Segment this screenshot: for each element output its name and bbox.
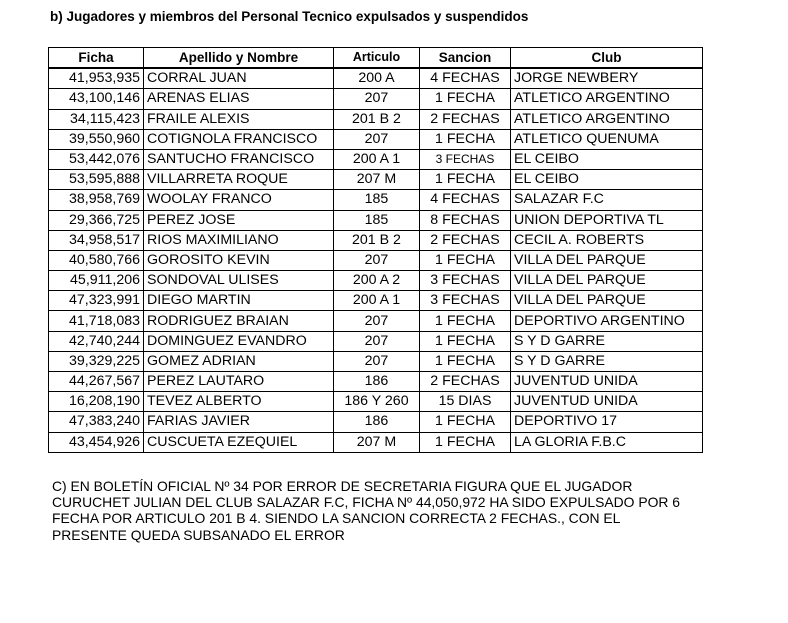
table-row: [49, 129, 703, 149]
table-row: [49, 291, 703, 311]
cell-club: DEPORTIVO ARGENTINO: [511, 311, 703, 331]
cell-articulo: 186: [334, 372, 420, 392]
table-row: [49, 331, 703, 351]
cell-sancion: 3 FECHAS: [420, 271, 511, 291]
cell-apellido-nombre: TEVEZ ALBERTO: [144, 392, 334, 412]
cell-apellido-nombre: GOMEZ ADRIAN: [144, 351, 334, 371]
cell-apellido-nombre: FARIAS JAVIER: [144, 412, 334, 432]
cell-articulo: 186: [334, 412, 420, 432]
table-row: [49, 412, 703, 432]
cell-club: SALAZAR F.C: [511, 190, 703, 210]
cell-club: ATLETICO QUENUMA: [511, 129, 703, 149]
cell-ficha: 47,383,240: [49, 412, 144, 432]
cell-sancion: 2 FECHAS: [420, 109, 511, 129]
cell-club: LA GLORIA F.B.C: [511, 432, 703, 452]
table-row: [49, 109, 703, 129]
cell-apellido-nombre: SONDOVAL ULISES: [144, 271, 334, 291]
cell-articulo: 200 A 1: [334, 291, 420, 311]
cell-articulo: 185: [334, 210, 420, 230]
cell-sancion: 4 FECHAS: [420, 68, 511, 89]
cell-apellido-nombre: WOOLAY FRANCO: [144, 190, 334, 210]
cell-articulo: 207: [334, 311, 420, 331]
note-line: FECHA POR ARTICULO 201 B 4. SIENDO LA SANCION CORRECTA 2 FECHAS., CON EL: [52, 510, 621, 527]
cell-apellido-nombre: GOROSITO KEVIN: [144, 250, 334, 270]
cell-sancion: 2 FECHAS: [420, 230, 511, 250]
cell-club: JUVENTUD UNIDA: [511, 392, 703, 412]
cell-apellido-nombre: DIEGO MARTIN: [144, 291, 334, 311]
cell-club: S Y D GARRE: [511, 331, 703, 351]
cell-apellido-nombre: CUSCUETA EZEQUIEL: [144, 432, 334, 452]
cell-ficha: 34,115,423: [49, 109, 144, 129]
cell-ficha: 34,958,517: [49, 230, 144, 250]
cell-sancion: 8 FECHAS: [420, 210, 511, 230]
cell-sancion: 3 FECHAS: [420, 149, 511, 169]
table-row: [49, 432, 703, 452]
cell-articulo: 207 M: [334, 170, 420, 190]
cell-sancion: 1 FECHA: [420, 129, 511, 149]
cell-articulo: 201 B 2: [334, 230, 420, 250]
cell-apellido-nombre: RIOS MAXIMILIANO: [144, 230, 334, 250]
table-row: [49, 311, 703, 331]
note-line: CURUCHET JULIAN DEL CLUB SALAZAR F.C, FICHA Nº 44,050,972 HA SIDO EXPULSADO POR 6: [52, 494, 681, 511]
table-row: [49, 372, 703, 392]
header-ficha: Ficha: [49, 48, 144, 69]
table-row: [49, 89, 703, 109]
cell-sancion: 1 FECHA: [420, 432, 511, 452]
cell-club: DEPORTIVO 17: [511, 412, 703, 432]
table-body: [49, 68, 703, 452]
cell-ficha: 53,595,888: [49, 170, 144, 190]
cell-sancion: 4 FECHAS: [420, 190, 511, 210]
cell-ficha: 40,580,766: [49, 250, 144, 270]
cell-sancion: 1 FECHA: [420, 311, 511, 331]
cell-club: ATLETICO ARGENTINO: [511, 109, 703, 129]
table-row: [49, 271, 703, 291]
cell-apellido-nombre: COTIGNOLA FRANCISCO: [144, 129, 334, 149]
cell-articulo: 186 Y 260: [334, 392, 420, 412]
header-sancion: Sancion: [420, 48, 511, 69]
cell-sancion: 15 DIAS: [420, 392, 511, 412]
cell-club: JUVENTUD UNIDA: [511, 372, 703, 392]
cell-ficha: 42,740,244: [49, 331, 144, 351]
cell-sancion: 1 FECHA: [420, 331, 511, 351]
cell-ficha: 39,329,225: [49, 351, 144, 371]
header-club: Club: [511, 48, 703, 69]
cell-club: JORGE NEWBERY: [511, 68, 703, 89]
cell-apellido-nombre: ARENAS ELIAS: [144, 89, 334, 109]
cell-apellido-nombre: PEREZ LAUTARO: [144, 372, 334, 392]
cell-sancion: 1 FECHA: [420, 250, 511, 270]
sanctions-table: [48, 47, 703, 453]
cell-club: VILLA DEL PARQUE: [511, 271, 703, 291]
cell-ficha: 43,454,926: [49, 432, 144, 452]
cell-apellido-nombre: VILLARRETA ROQUE: [144, 170, 334, 190]
cell-sancion: 3 FECHAS: [420, 291, 511, 311]
cell-ficha: 16,208,190: [49, 392, 144, 412]
cell-club: ATLETICO ARGENTINO: [511, 89, 703, 109]
cell-articulo: 200 A 1: [334, 149, 420, 169]
table-row: [49, 170, 703, 190]
table-row: [49, 190, 703, 210]
cell-club: S Y D GARRE: [511, 351, 703, 371]
cell-articulo: 207: [334, 331, 420, 351]
cell-sancion: 1 FECHA: [420, 351, 511, 371]
table-row: [49, 351, 703, 371]
cell-ficha: 41,718,083: [49, 311, 144, 331]
cell-apellido-nombre: FRAILE ALEXIS: [144, 109, 334, 129]
cell-ficha: 38,958,769: [49, 190, 144, 210]
cell-club: UNION DEPORTIVA TL: [511, 210, 703, 230]
cell-apellido-nombre: SANTUCHO FRANCISCO: [144, 149, 334, 169]
table-header-row: [49, 48, 703, 69]
cell-articulo: 201 B 2: [334, 109, 420, 129]
cell-articulo: 207: [334, 250, 420, 270]
correction-note: [52, 478, 752, 543]
cell-club: VILLA DEL PARQUE: [511, 291, 703, 311]
cell-ficha: 53,442,076: [49, 149, 144, 169]
cell-ficha: 47,323,991: [49, 291, 144, 311]
cell-apellido-nombre: DOMINGUEZ EVANDRO: [144, 331, 334, 351]
note-line: PRESENTE QUEDA SUBSANADO EL ERROR: [52, 526, 345, 543]
cell-sancion: 1 FECHA: [420, 412, 511, 432]
cell-articulo: 200 A: [334, 68, 420, 89]
cell-ficha: 29,366,725: [49, 210, 144, 230]
table-row: [49, 392, 703, 412]
cell-ficha: 41,953,935: [49, 68, 144, 89]
table-row: [49, 210, 703, 230]
table-row: [49, 149, 703, 169]
cell-ficha: 44,267,567: [49, 372, 144, 392]
cell-club: CECIL A. ROBERTS: [511, 230, 703, 250]
cell-ficha: 45,911,206: [49, 271, 144, 291]
cell-ficha: 39,550,960: [49, 129, 144, 149]
cell-ficha: 43,100,146: [49, 89, 144, 109]
cell-club: EL CEIBO: [511, 170, 703, 190]
cell-articulo: 200 A 2: [334, 271, 420, 291]
cell-sancion: 1 FECHA: [420, 170, 511, 190]
table-row: [49, 68, 703, 89]
header-articulo: Articulo: [334, 48, 420, 69]
cell-apellido-nombre: CORRAL JUAN: [144, 68, 334, 89]
table-row: [49, 250, 703, 270]
table-row: [49, 230, 703, 250]
note-line: C) EN BOLETÍN OFICIAL Nº 34 POR ERROR DE SECRETARIA FIGURA QUE EL JUGADOR: [52, 478, 633, 494]
cell-articulo: 185: [334, 190, 420, 210]
cell-articulo: 207: [334, 89, 420, 109]
cell-club: VILLA DEL PARQUE: [511, 250, 703, 270]
cell-articulo: 207 M: [334, 432, 420, 452]
cell-club: EL CEIBO: [511, 149, 703, 169]
section-heading: b) Jugadores y miembros del Personal Tecnico expulsados y suspendidos: [50, 9, 529, 24]
cell-apellido-nombre: RODRIGUEZ BRAIAN: [144, 311, 334, 331]
cell-sancion: 2 FECHAS: [420, 372, 511, 392]
cell-articulo: 207: [334, 129, 420, 149]
cell-articulo: 207: [334, 351, 420, 371]
cell-apellido-nombre: PEREZ JOSE: [144, 210, 334, 230]
cell-sancion: 1 FECHA: [420, 89, 511, 109]
header-apellido-nombre: Apellido y Nombre: [144, 48, 334, 69]
